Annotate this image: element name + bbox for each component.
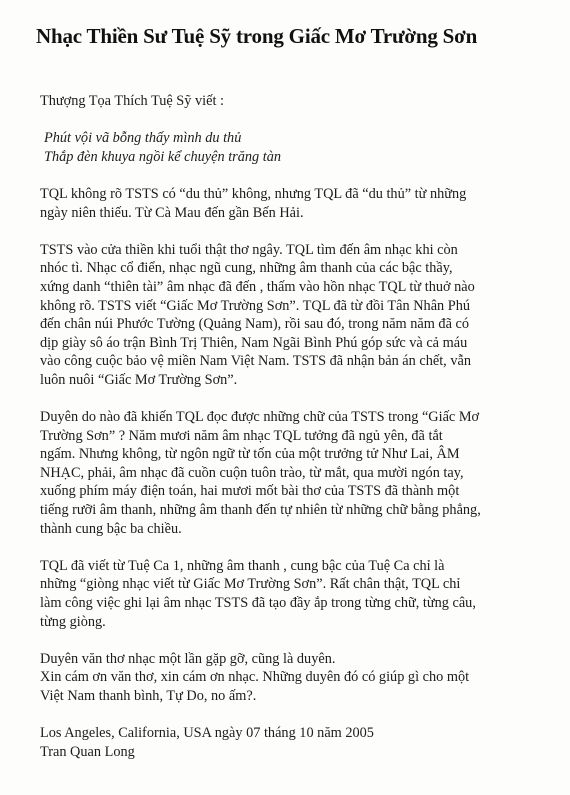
paragraph-line: xuống phím máy điện toán, hai mươi mốt bài thơ của TSTS đã thành một <box>40 483 460 500</box>
paragraph-3 <box>40 408 560 538</box>
paragraph-line: Việt Nam thanh bình, Tự Do, no ấm?. <box>40 688 257 704</box>
paragraph-line: dịp giày sô áo trận Bình Trị Thiên, Nam Ngãi Bình Phú góp sức và cả máu <box>40 334 468 351</box>
paragraph-line: không rõ. TSTS viết “Giấc Mơ Trường Sơn”. TQL đã từ đồi Tân Nhân Phú <box>40 297 471 314</box>
paragraph-line: TSTS vào cửa thiền khi tuổi thật thơ ngây. TQL tìm đến âm nhạc khi còn <box>40 241 458 258</box>
paragraph-line: tiếng rưỡi âm thanh, những âm thanh đến tự nhiên từ những chữ bằng phẳng, <box>40 502 481 519</box>
intro-line <box>40 92 560 111</box>
paragraph-line: từng giòng. <box>40 613 106 630</box>
document-body <box>40 92 560 761</box>
paragraph-line: Xin cám ơn văn thơ, xin cám ơn nhạc. Những duyên đó có giúp gì cho một <box>40 669 470 686</box>
paragraph-line: xứng danh “thiên tài” âm nhạc đã đến , thấm vào hồn nhạc TQL từ thuở nào <box>40 278 475 295</box>
paragraph-line: những “giòng nhạc viết từ Giấc Mơ Trường Sơn”. Rất chân thật, TQL chỉ <box>40 576 461 593</box>
intro-text: Thượng Tọa Thích Tuệ Sỹ viết : <box>40 93 224 109</box>
paragraph-line: luôn nuôi “Giấc Mơ Trường Sơn”. <box>40 371 238 388</box>
paragraph-1 <box>40 185 560 222</box>
paragraph-line: đến chân núi Phước Tường (Quảng Nam), rồi sau đó, trong năm năm đã có <box>40 316 469 333</box>
paragraph-4 <box>40 557 560 631</box>
paragraph-line: vào công cuộc bảo vệ miền Nam Việt Nam. TSTS đã nhận bản án chết, vẫn <box>40 353 471 370</box>
paragraph-line: nhóc tì. Nhạc cổ điển, nhạc ngũ cung, những âm thanh của các bậc thầy, <box>40 260 453 277</box>
paragraph-line: Duyên do nào đã khiến TQL đọc được những chữ của TSTS trong “Giấc Mơ <box>40 409 480 426</box>
paragraph-line: NHẠC, phải, âm nhạc đã cuồn cuộn tuôn trào, từ mắt, qua mười ngón tay, <box>40 464 464 481</box>
paragraph-line: thành cung bậc ba chiều. <box>40 520 182 537</box>
poem-line: Thắp đèn khuya ngồi kể chuyện trăng tàn <box>44 148 282 165</box>
signature-block <box>40 724 560 761</box>
paragraph-line: TQL đã viết từ Tuệ Ca 1, những âm thanh , cung bậc của Tuệ Ca chỉ là <box>40 557 445 574</box>
paragraph-line: Duyên văn thơ nhạc một lần gặp gỡ, cũng là duyên. <box>40 650 336 667</box>
paragraph-5 <box>40 650 560 706</box>
poem-stanza <box>44 129 560 166</box>
signature-author: Tran Quan Long <box>40 743 135 760</box>
document-title: Nhạc Thiền Sư Tuệ Sỹ trong Giấc Mơ Trường Sơn <box>36 24 478 48</box>
poem-line: Phút vội vã bỗng thấy mình du thủ <box>44 130 242 147</box>
paragraph-line: ngấm. Nhưng không, từ ngôn ngữ từ tốn của một trưởng tử Như Lai, ÂM <box>40 446 460 463</box>
signature-place-date: Los Angeles, California, USA ngày 07 tháng 10 năm 2005 <box>40 725 374 742</box>
paragraph-line: TQL không rõ TSTS có “du thủ” không, nhưng TQL đã “du thủ” từ những <box>40 185 467 202</box>
paragraph-line: Trường Sơn” ? Năm mươi năm âm nhạc TQL tưởng đã ngủ yên, đã tắt <box>40 427 443 444</box>
paragraph-line: ngày niên thiếu. Từ Cà Mau đến gần Bến Hải. <box>40 204 304 221</box>
paragraph-2 <box>40 241 560 390</box>
paragraph-line: làm công việc ghi lại âm nhạc TSTS đã tạo đầy ắp trong từng chữ, từng câu, <box>40 595 476 612</box>
